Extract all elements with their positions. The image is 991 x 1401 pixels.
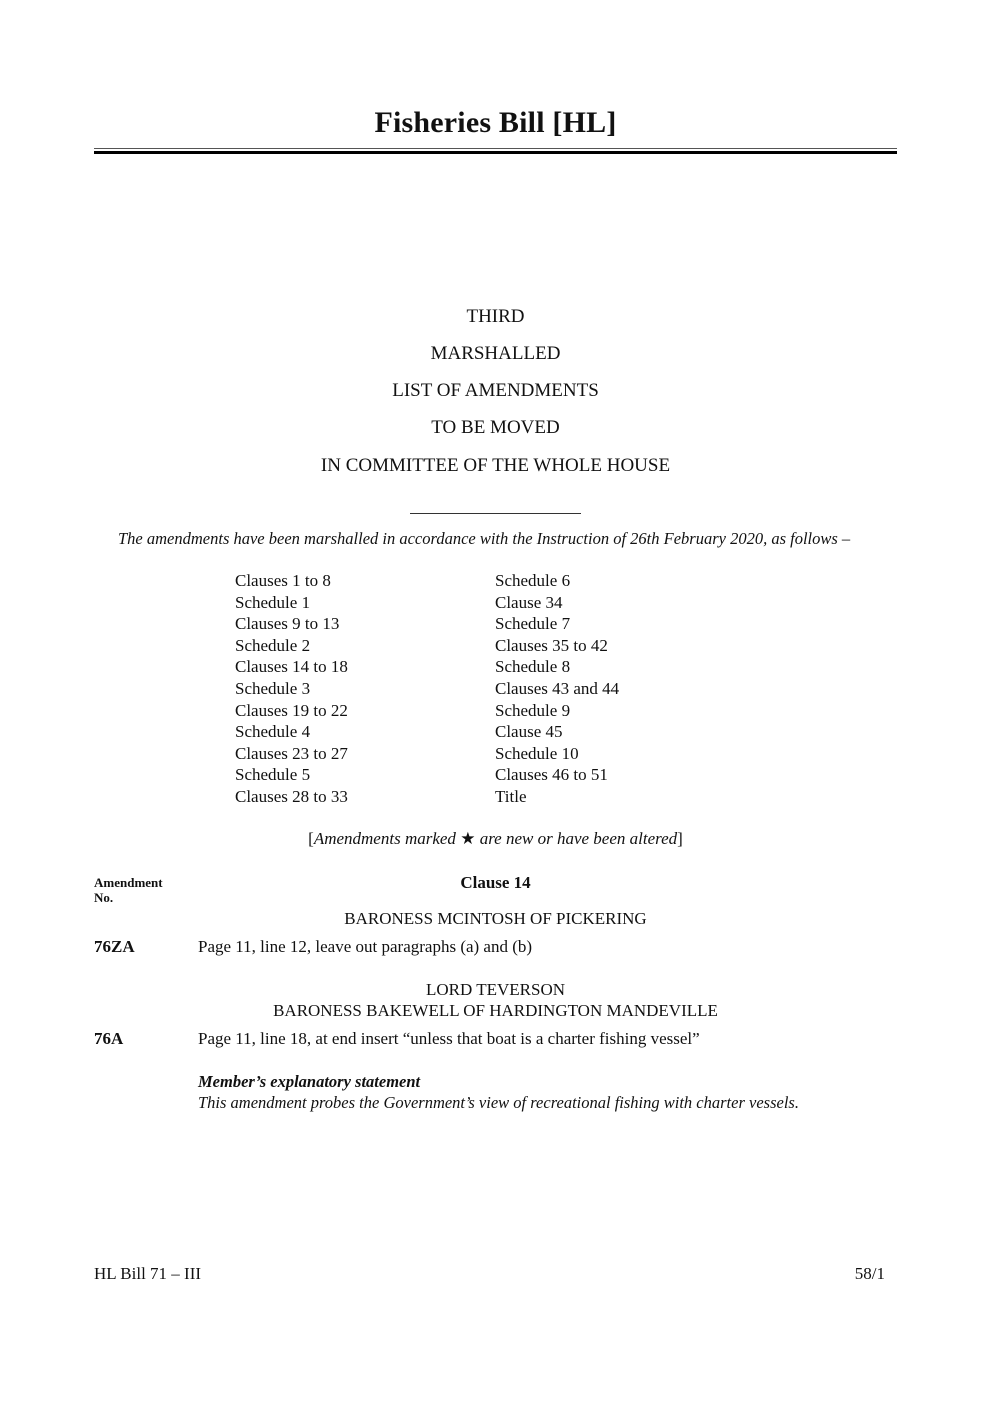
document-title: Fisheries Bill [HL] [374,106,617,139]
marshal-item: Schedule 3 [235,678,311,698]
amendment-number: 76A [94,1029,124,1048]
intro-text: The amendments have been marshalled in accordance with the Instruction of 26th February 2020, as follows – [118,529,851,548]
clause-heading: Clause 14 [460,873,531,892]
title-rule-thick [94,151,897,154]
page-reference: 58/1 [854,1264,885,1283]
amendment-text: Page 11, line 12, leave out paragraphs (a) and (b) [198,937,533,956]
marshal-item: Schedule 6 [495,571,571,590]
marshal-item: Schedule 2 [235,635,311,655]
heading-line-5: IN COMMITTEE OF THE WHOLE HOUSE [320,455,671,476]
marshal-item: Clauses 28 to 33 [235,786,348,806]
heading-line-2: MARSHALLED [430,343,561,364]
marshal-item: Clauses 23 to 27 [235,743,348,763]
heading-line-3: LIST OF AMENDMENTS [392,380,599,401]
amendment-header-line1: Amendment [94,875,163,890]
marshal-item: Schedule 5 [235,765,311,785]
marshal-item: Schedule 9 [495,700,571,720]
marshalling-intro [94,528,897,549]
amendment-number: 76ZA [94,937,135,956]
legend-bracket-open: [ [308,829,314,848]
marshal-item: Clause 45 [495,722,563,742]
amendment-sponsor: BARONESS MCINTOSH OF PICKERING [344,909,647,928]
explanatory-statement-title: Member’s explanatory statement [198,1072,421,1091]
title-rule-thin [94,148,897,149]
explanatory-statement-body: This amendment probes the Government’s view of recreational fishing with charter vessels. [198,1093,799,1112]
marshal-item: Clauses 9 to 13 [235,614,340,634]
marshalling-list-right [495,570,619,808]
marshal-item: Title [495,786,527,806]
amendment-sponsor: BARONESS BAKEWELL OF HARDINGTON MANDEVILLE [273,1001,718,1020]
bill-reference: HL Bill 71 – III [94,1264,202,1283]
marshal-item: Schedule 7 [495,614,571,634]
amendment-legend [0,829,991,849]
amendment-header-line2: No. [94,890,114,905]
marshalling-list-left [235,570,348,808]
amendment-sponsor: LORD TEVERSON [426,980,565,999]
section-divider [410,513,581,514]
marshal-item: Clause 34 [495,592,563,612]
legend-text-after: are new or have been altered [475,829,678,848]
legend-bracket-close: ] [677,829,683,848]
star-icon: ★ [460,829,476,848]
marshal-item: Clauses 43 and 44 [495,678,620,698]
marshal-item: Clauses 46 to 51 [495,765,608,785]
legend-text-before: Amendments marked [313,829,461,848]
marshal-item: Schedule 4 [235,722,311,742]
marshal-item: Clauses 14 to 18 [235,657,348,677]
marshal-item: Schedule 1 [235,592,311,612]
marshal-item: Clauses 1 to 8 [235,571,331,590]
marshal-item: Schedule 10 [495,743,579,763]
marshal-item: Schedule 8 [495,657,571,677]
heading-line-1: THIRD [466,306,525,327]
amendment-text: Page 11, line 18, at end insert “unless that boat is a charter fishing vessel” [198,1029,700,1048]
marshal-item: Clauses 19 to 22 [235,700,348,720]
heading-line-4: TO BE MOVED [431,417,560,438]
marshal-item: Clauses 35 to 42 [495,635,608,655]
